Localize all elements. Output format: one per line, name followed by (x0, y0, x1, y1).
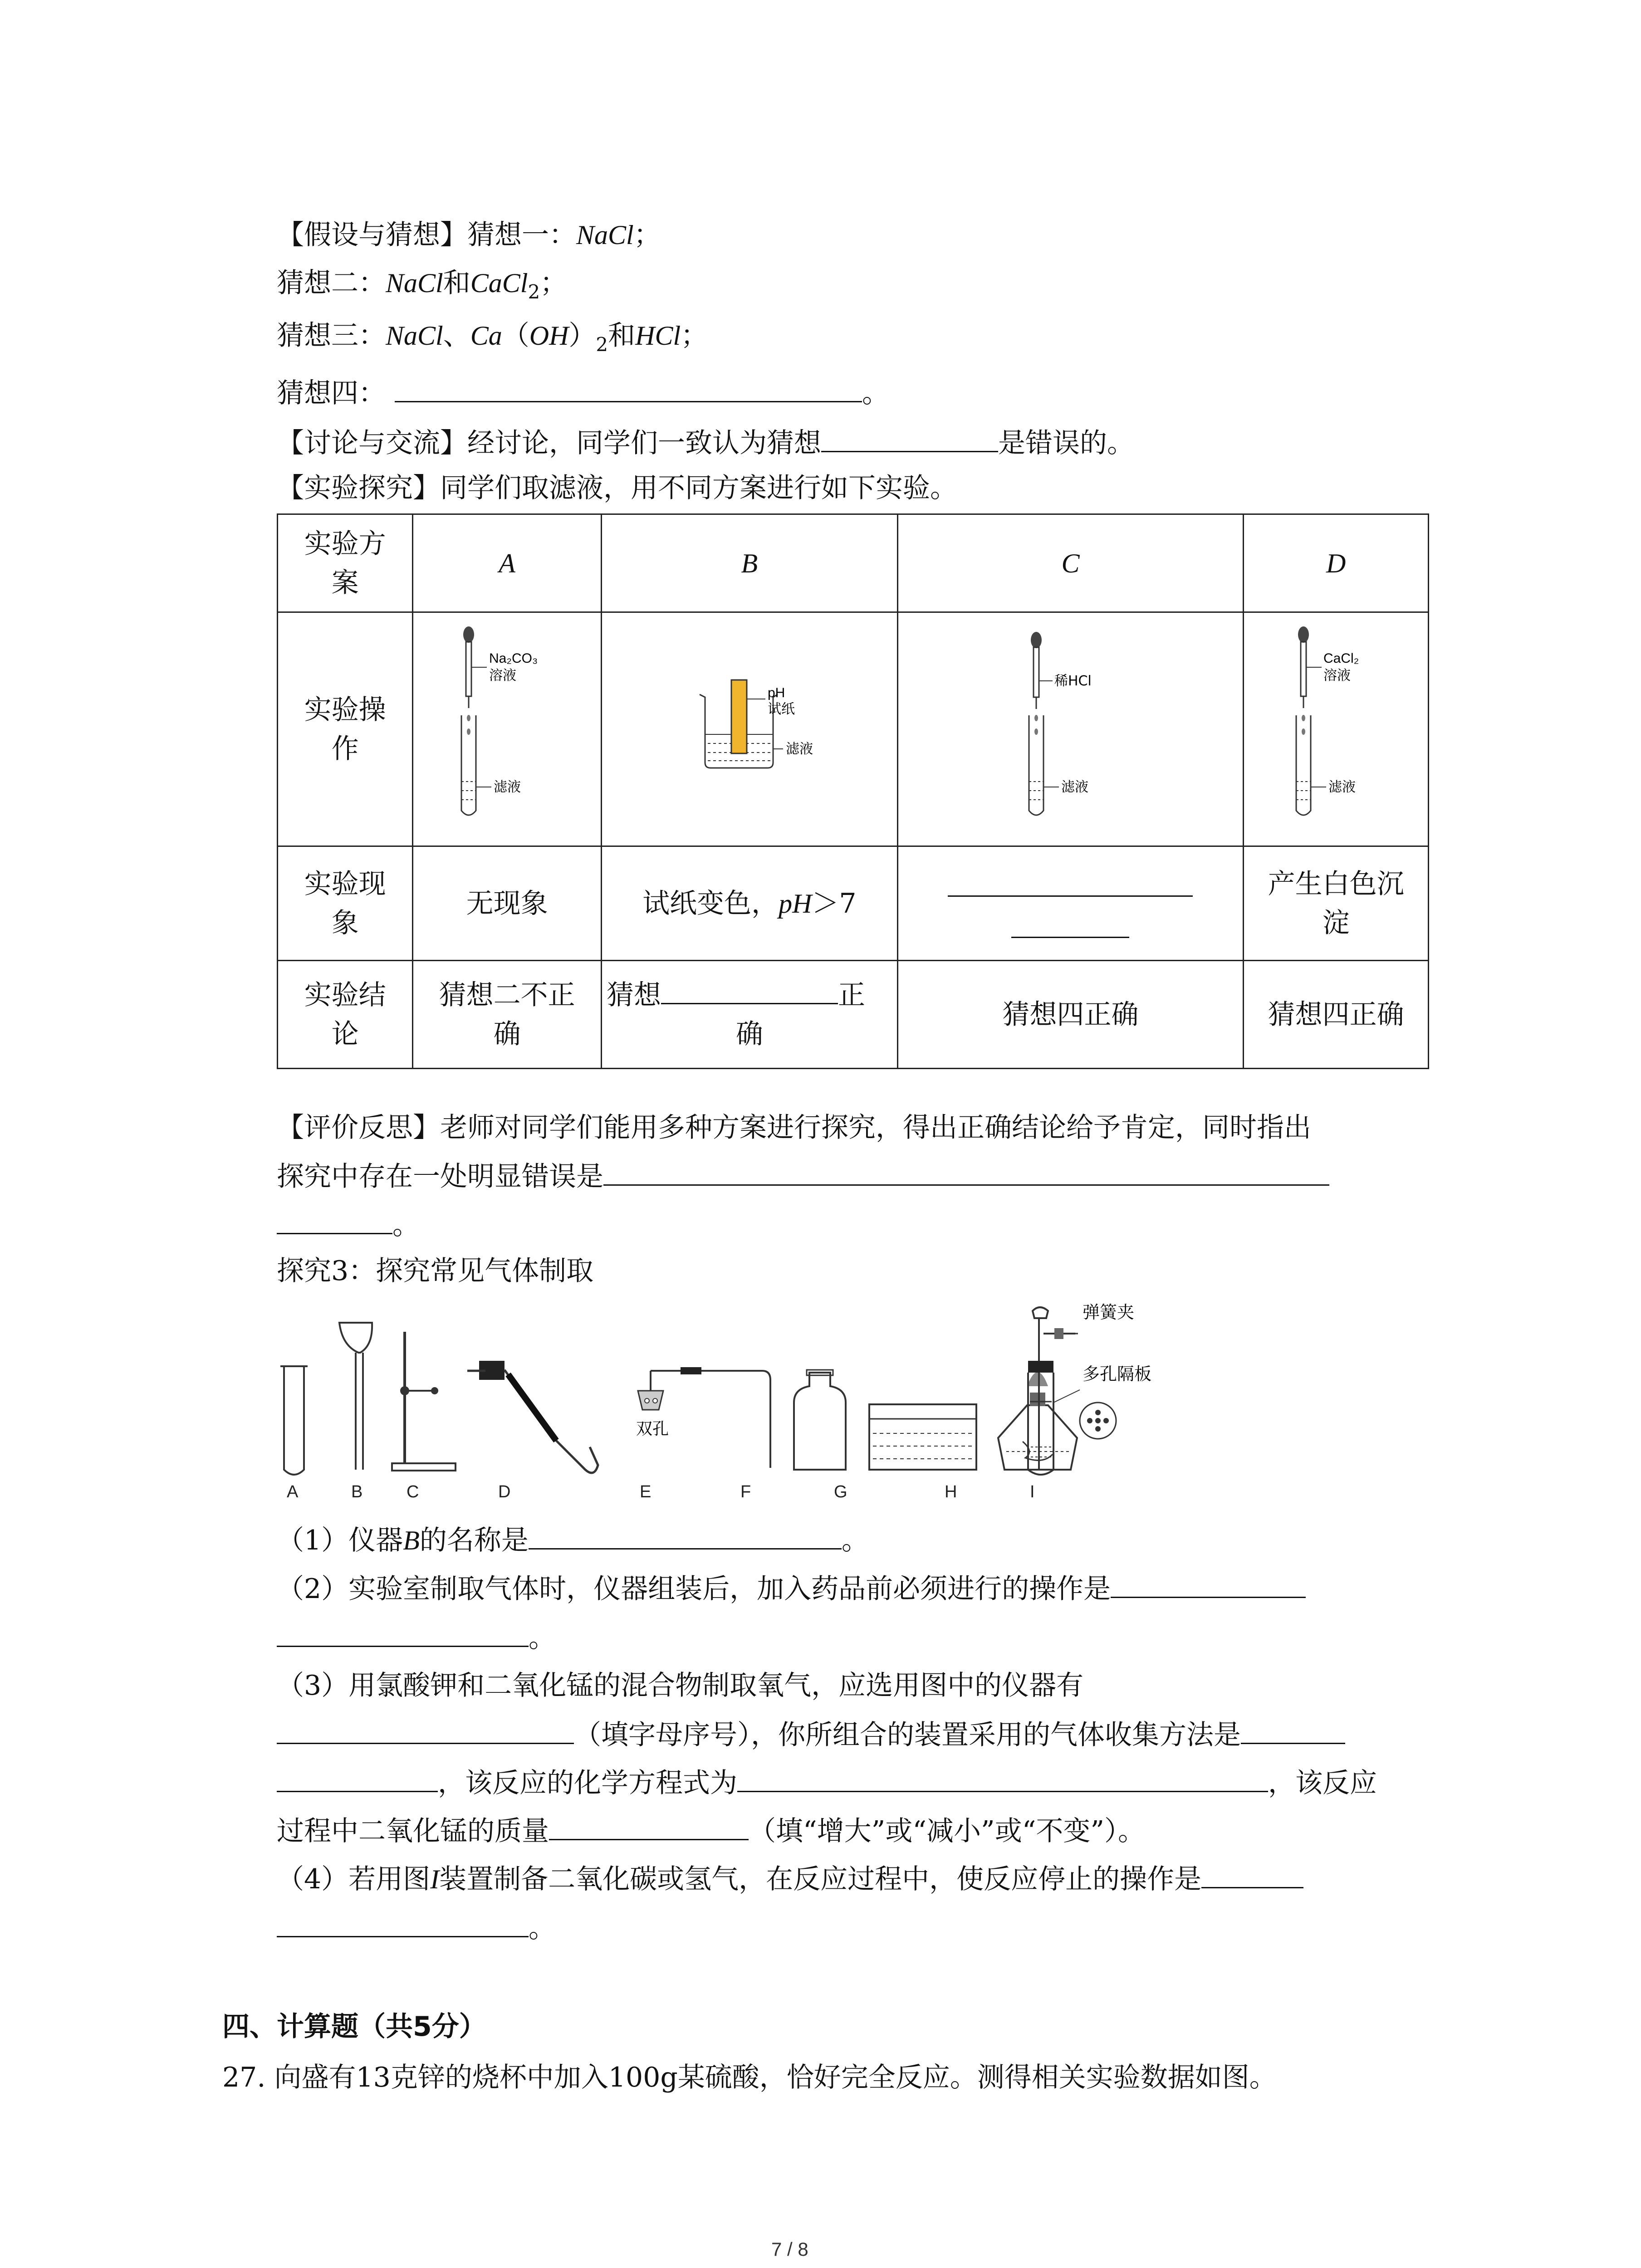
phenomenon-c-blank-2[interactable] (1011, 910, 1129, 938)
dropper-test-tube-c (905, 613, 1236, 835)
apparatus-i-gas-generator (998, 1302, 1180, 1515)
reflection-line-1: 【评价反思】老师对同学们能用多种方案进行探究，得出正确结论给予肯定，同时指出 (277, 1112, 1311, 1144)
svg-text:滤液: 滤液 (785, 741, 813, 757)
scheme-c: C (897, 514, 1244, 612)
question-3-line-3: ，该反应的化学方程式为 ，该反应 (277, 1765, 1377, 1801)
reflection-line-3: 。 (277, 1207, 420, 1243)
dropper-test-tube-a (419, 613, 596, 835)
svg-text:Na₂CO₃: Na₂CO₃ (489, 651, 538, 666)
q4-blank[interactable] (1201, 1861, 1303, 1888)
svg-text:溶液: 溶液 (1323, 668, 1351, 684)
svg-text:弹簧夹: 弹簧夹 (1083, 1302, 1135, 1322)
question-27: 27. 向盛有13克锌的烧杯中加入100g某硫酸，恰好完全反应。测得相关实验数据如图。 (222, 2062, 1277, 2093)
conclusion-a: 猜想二不正 确 (413, 961, 602, 1069)
question-4-line-1: （4）若用图I装置制备二氧化碳或氢气，在反应过程中，使反应停止的操作是 (277, 1861, 1303, 1897)
row-header-phenomenon: 实验现 象 (278, 846, 413, 961)
phenomenon-b: 试纸变色，pH＞7 (602, 846, 898, 961)
svg-text:滤液: 滤液 (1061, 779, 1089, 795)
row-header-conclusion: 实验结 论 (278, 961, 413, 1069)
page-number: 7 / 8 (771, 2239, 808, 2260)
dropper-test-tube-d (1250, 613, 1422, 835)
svg-text:CaCl₂: CaCl₂ (1323, 651, 1359, 666)
svg-text:多孔隔板: 多孔隔板 (1083, 1364, 1152, 1384)
hypothesis-4-blank[interactable] (395, 375, 862, 402)
hypothesis-2: 猜想二：NaCl和CaCl$_2$； (277, 267, 568, 303)
svg-text:试纸: 试纸 (767, 701, 795, 717)
beaker-ph-paper-b (609, 613, 890, 835)
discussion-line: 【讨论与交流】经讨论，同学们一致认为猜想 是错误的。 (277, 425, 1134, 461)
question-1: （1）仪器B的名称是 。 (277, 1522, 869, 1559)
conclusion-b-blank[interactable] (661, 977, 838, 1004)
q4-blank-cont[interactable] (277, 1910, 529, 1937)
apparatus-label-c: C (407, 1482, 419, 1501)
svg-text:滤液: 滤液 (1328, 779, 1356, 795)
q3-collection-blank-cont[interactable] (277, 1765, 438, 1792)
scheme-a: A (413, 514, 602, 612)
phenomenon-c (897, 846, 1244, 961)
scheme-d: D (1244, 514, 1429, 612)
apparatus-b-funnel (339, 1323, 372, 1470)
q3-collection-blank[interactable] (1241, 1716, 1345, 1744)
section4-title: 四、计算题（共5分） (222, 2011, 486, 2043)
conclusion-c: 猜想四正确 (897, 961, 1244, 1069)
hypothesis-4: 猜想四： 。 (277, 375, 889, 411)
svg-text:双孔: 双孔 (636, 1420, 669, 1438)
phenomenon-c-blank-1[interactable] (948, 869, 1193, 897)
apparatus-label-i: I (1030, 1482, 1035, 1501)
question-3-line-4: 过程中二氧化锰的质量 （填“增大”或“减小”或“不变”）。 (277, 1813, 1145, 1849)
apparatus-f-gas-bottle (794, 1370, 846, 1470)
q1-blank[interactable] (529, 1522, 842, 1549)
question-2-line-1: （2）实验室制取气体时，仪器组装后，加入药品前必须进行的操作是 (277, 1570, 1306, 1607)
discussion-blank[interactable] (821, 425, 998, 452)
question-3-line-2: （填字母序号），你所组合的装置采用的气体收集方法是 (277, 1716, 1345, 1753)
apparatus-label-g: G (834, 1482, 847, 1501)
reflection-line-2: 探究中存在一处明显错误是 (277, 1158, 1329, 1195)
row-header-operation: 实验操 作 (278, 612, 413, 846)
apparatus-label-f: F (740, 1482, 751, 1501)
q3-apparatus-blank[interactable] (277, 1716, 574, 1744)
reflection-blank-cont[interactable] (277, 1207, 392, 1234)
question-3-line-1: （3）用氯酸钾和二氧化锰的混合物制取氧气，应选用图中的仪器有 (277, 1670, 1084, 1701)
operation-d-figure (1244, 612, 1429, 846)
apparatus-label-d: D (498, 1482, 511, 1501)
svg-text:滤液: 滤液 (493, 779, 521, 795)
conclusion-d: 猜想四正确 (1244, 961, 1429, 1069)
q2-blank[interactable] (1111, 1570, 1306, 1598)
apparatus-label-h: H (945, 1482, 957, 1501)
phenomenon-a: 无现象 (413, 846, 602, 961)
section3-title: 探究3：探究常见气体制取 (277, 1255, 594, 1287)
reflection-blank[interactable] (603, 1158, 1329, 1186)
apparatus-g-water-trough (869, 1404, 976, 1470)
question-2-line-2: 。 (277, 1619, 556, 1656)
svg-text:稀HCl: 稀HCl (1054, 673, 1092, 689)
svg-text:溶液: 溶液 (489, 668, 516, 684)
svg-text:pH: pH (767, 685, 785, 700)
operation-b-figure (602, 612, 898, 846)
scheme-b: B (602, 514, 898, 612)
apparatus-figure (272, 1302, 1116, 1515)
explore-intro: 【实验探究】同学们取滤液，用不同方案进行如下实验。 (277, 472, 957, 504)
apparatus-c-iron-stand (392, 1332, 456, 1471)
row-header-scheme: 实验方 案 (278, 514, 413, 612)
apparatus-d-bent-tube (467, 1361, 598, 1473)
experiment-table (277, 513, 1429, 1069)
operation-c-figure (897, 612, 1244, 846)
phenomenon-d: 产生白色沉 淀 (1244, 846, 1429, 961)
apparatus-label-a: A (287, 1482, 299, 1501)
conclusion-b: 猜想 正 确 (602, 961, 898, 1069)
apparatus-label-b: B (351, 1482, 363, 1501)
operation-a-figure (413, 612, 602, 846)
hypothesis-1: 【假设与猜想】猜想一：NaCl； (277, 219, 661, 251)
q3-mass-blank[interactable] (549, 1813, 749, 1840)
hypothesis-3: 猜想三：NaCl、$Ca(OH)_2$和HCl； (277, 320, 708, 356)
apparatus-e-double-hole-stopper (636, 1367, 770, 1468)
apparatus-label-e: E (640, 1482, 652, 1501)
question-4-line-2: 。 (277, 1910, 556, 1946)
apparatus-a-test-tube (280, 1366, 308, 1475)
q2-blank-cont[interactable] (277, 1619, 529, 1647)
q3-equation-blank[interactable] (737, 1765, 1268, 1792)
